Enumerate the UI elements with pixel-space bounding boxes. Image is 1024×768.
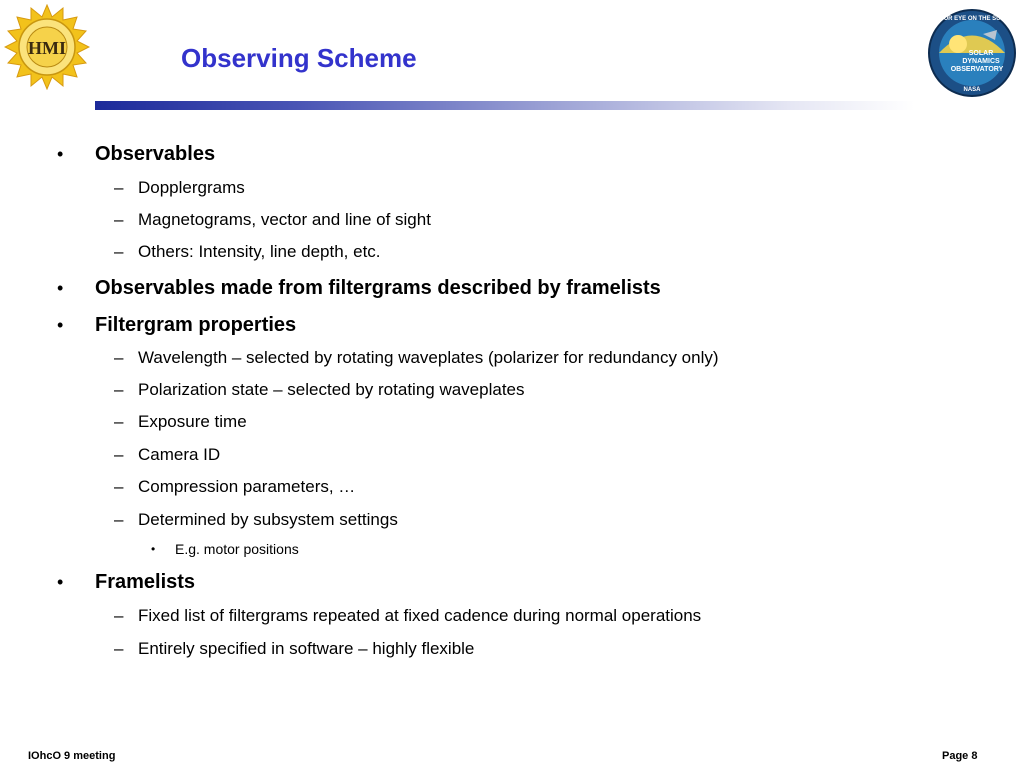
bullet-level-2-text: Others: Intensity, line depth, etc. — [138, 242, 381, 261]
bullet-level-1-text: Framelists — [95, 571, 196, 593]
sdo-line-1: SOLAR — [968, 50, 994, 57]
dash-marker: – — [114, 348, 124, 367]
hmi-logo-text: HMI — [28, 38, 66, 58]
footer-meeting: IOhcO 9 meeting — [28, 750, 116, 762]
dash-marker: – — [114, 606, 124, 625]
bullet-level-1-text: Observables made from filtergrams described by framelists — [95, 277, 661, 299]
sdo-ring-text: OUR EYE ON THE SUN — [939, 16, 1005, 22]
bullet-level-2-text: Exposure time — [138, 412, 247, 431]
dash-marker: – — [114, 242, 124, 261]
dash-marker: – — [114, 412, 124, 431]
slide-title: Observing Scheme — [181, 43, 417, 73]
bullet-level-2-text: Wavelength – selected by rotating waveplates (polarizer for redundancy only) — [138, 348, 719, 367]
bullet-marker: • — [57, 572, 64, 592]
bullet-level-2-text: Determined by subsystem settings — [138, 510, 398, 529]
dash-marker: – — [114, 510, 124, 529]
bullet-level-2-text: Camera ID — [138, 445, 221, 464]
bullet-level-2-text: Compression parameters, … — [138, 477, 356, 496]
sdo-line-2: DYNAMICS — [962, 58, 1000, 65]
bullet-marker: • — [151, 542, 156, 556]
bullet-level-3-text: E.g. motor positions — [175, 541, 299, 557]
sdo-line-3: OBSERVATORY — [950, 66, 1004, 73]
bullet-level-2-text: Magnetograms, vector and line of sight — [138, 210, 431, 229]
sdo-bottom-text: NASA — [963, 87, 981, 93]
bullet-marker: • — [57, 278, 64, 298]
bullet-level-2-text: Entirely specified in software – highly flexible — [138, 639, 475, 658]
bullet-marker: • — [57, 144, 64, 164]
bullet-level-2-text: Fixed list of filtergrams repeated at fixed cadence during normal operations — [138, 606, 702, 625]
bullet-level-2-text: Polarization state – selected by rotating waveplates — [138, 380, 525, 399]
dash-marker: – — [114, 380, 124, 399]
dash-marker: – — [114, 445, 124, 464]
bullet-level-2-text: Dopplergrams — [138, 178, 245, 197]
bullet-level-1-text: Observables — [95, 143, 216, 165]
dash-marker: – — [114, 639, 124, 658]
dash-marker: – — [114, 210, 124, 229]
footer-page-number: Page 8 — [942, 750, 978, 762]
dash-marker: – — [114, 477, 124, 496]
dash-marker: – — [114, 178, 124, 197]
bullet-level-1-text: Filtergram properties — [95, 314, 297, 336]
bullet-marker: • — [57, 315, 64, 335]
